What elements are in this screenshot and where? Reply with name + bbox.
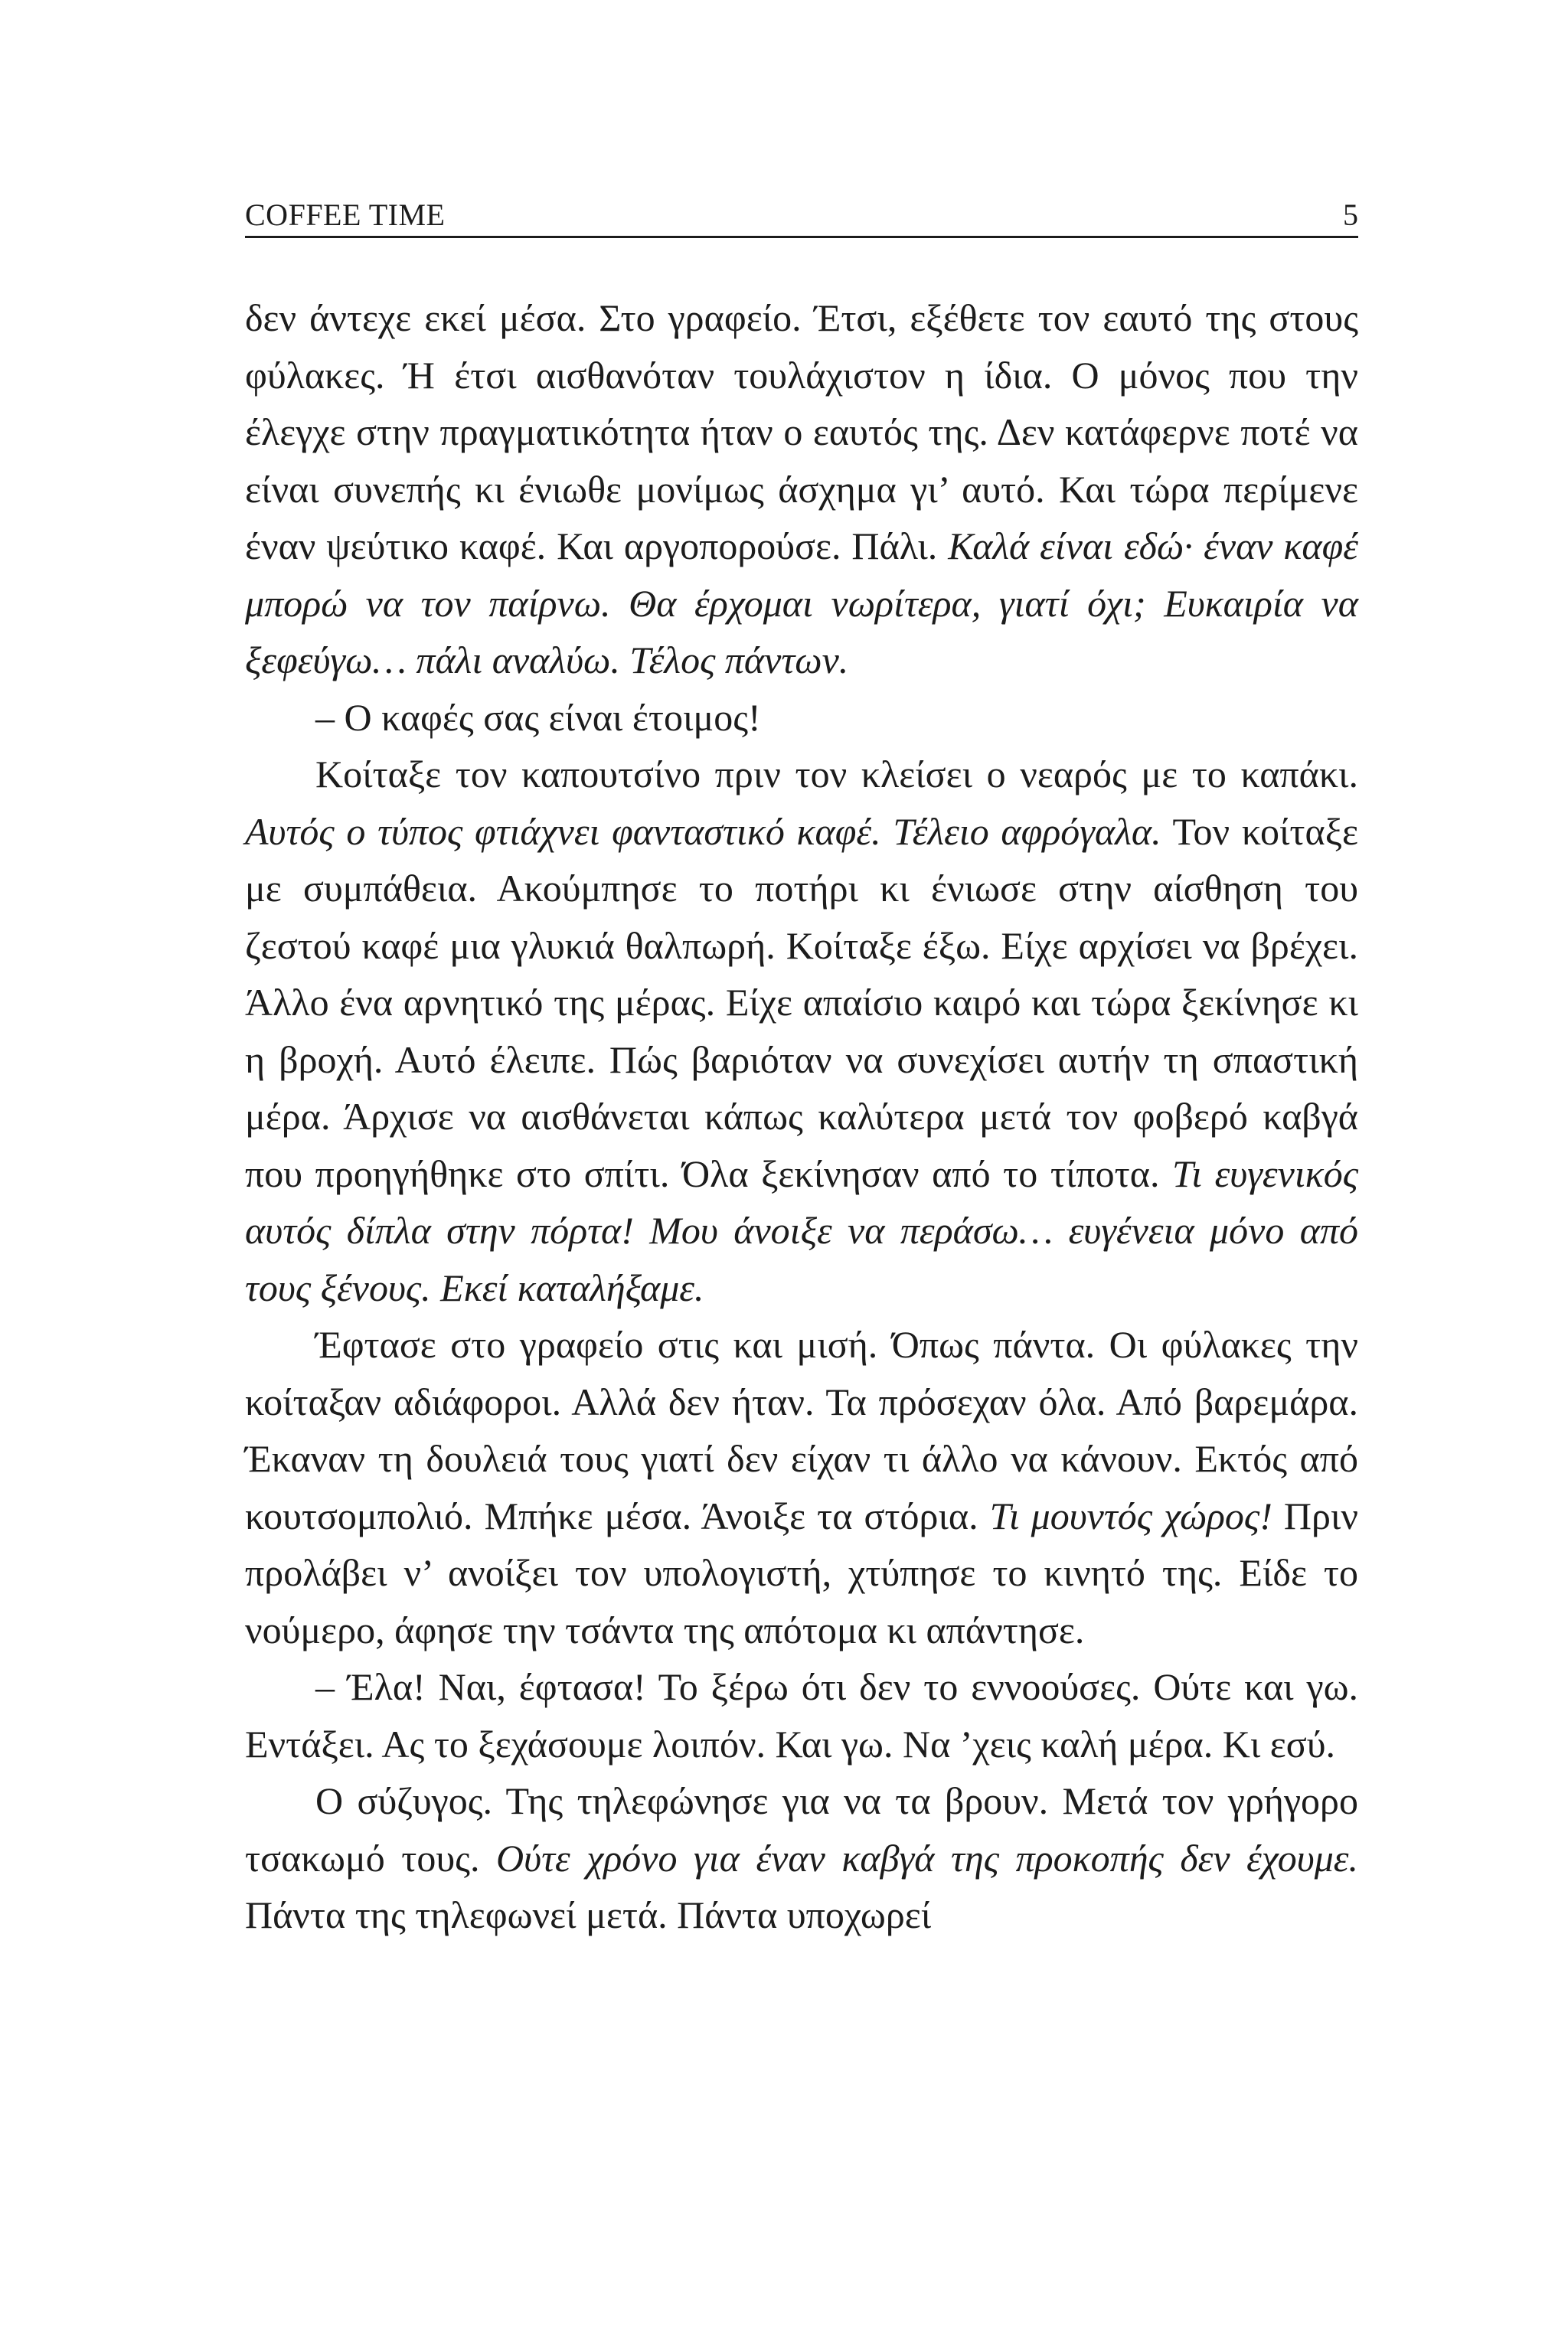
page-number: 5 <box>1343 198 1358 232</box>
text-run: Τον κοίταξε με συμπάθεια. Ακούμπησε το ποτήρι κι ένιωσε στην αίσθηση του ζεστού καφέ μια γλυκιά θαλπωρή. Κοίταξε έξω. Είχε αρχίσει να βρέχει. Άλλο ένα αρνητικό της μέρας. Είχε απαίσιο καιρό και τώρα ξεκίνησε κι η βροχή. Αυτό έλειπε. Πώς βαριόταν να συνεχίσει αυτήν τη σπαστική μέρα. Άρχισε να αισθάνεται κάπως καλύτερα μετά τον φοβερό καβγά που προηγήθηκε στο σπίτι. Όλα ξεκίνησαν από το τίποτα. <box>245 809 1358 1195</box>
paragraph <box>245 746 1358 1316</box>
paragraph-dialogue <box>245 689 1358 746</box>
paragraph <box>245 1772 1358 1944</box>
text-run: Ο σύζυγος. Της τηλεφώνησε για να τα βρουν. Μετά τον γρήγορο τσακωμό τους. <box>245 1779 1358 1880</box>
text-run: δεν άντεχε εκεί μέσα. Στο γραφείο. Έτσι, εξέθετε τον εαυτό της στους φύλακες. Ή έτσι αισθανόταν τουλάχιστον η ίδια. Ο μόνος που την έλεγχε στην πραγματικότητα ήταν ο εαυτός της. Δεν κατάφερνε ποτέ να είναι συνεπής κι ένιωθε μονίμως άσχημα γι’ αυτό. Και τώρα περίμενε έναν ψεύτικο καφέ. Και αργοπορούσε. Πάλι. <box>245 296 1358 567</box>
text-run: Έφτασε στο γραφείο στις και μισή. Όπως πάντα. Οι φύλακες την κοίταξαν αδιάφοροι. Αλλά δεν ήταν. Τα πρόσεχαν όλα. Από βαρεμάρα. Έκαναν τη δουλειά τους γιατί δεν είχαν τι άλλο να κάνουν. Εκτός από κουτσομπολιό. Μπήκε μέσα. Άνοιξε τα στόρια. <box>245 1323 1358 1537</box>
text-run: – Ο καφές σας είναι έτοιμος! <box>315 695 761 739</box>
text-run: Κοίταξε τον καπουτσίνο πριν τον κλείσει ο νεαρός με το καπάκι. <box>315 753 1358 795</box>
italic-run: Τι ευγενικός αυτός δίπλα στην πόρτα! Μου άνοιξε να περάσω… ευγένεια μόνο από τους ξένους. Εκεί καταλήξαμε. <box>245 1152 1359 1309</box>
paragraph <box>245 1316 1358 1658</box>
italic-run: Ούτε χρόνο για έναν καβγά της προκοπής δεν έχουμε. <box>496 1836 1358 1880</box>
text-run: Πριν προλάβει ν’ ανοίξει τον υπολογιστή, χτύπησε το κινητό της. Είδε το νούμερο, άφησε την τσάντα της απότομα κι απάντησε. <box>245 1494 1358 1651</box>
text-run: – Έλα! Ναι, έφτασα! Το ξέρω ότι δεν το εννοούσες. Ούτε και γω. Εντάξει. Ας το ξεχάσουμε λοιπόν. Και γω. Να ’χεις καλή μέρα. Κι εσύ. <box>245 1665 1358 1766</box>
italic-run: Καλά είναι εδώ· έναν καφέ μπορώ να τον παίρνω. Θα έρχομαι νωρίτερα, γιατί όχι; Ευκαιρία να ξεφεύγω… πάλι αναλύω. Τέλος πάντων. <box>245 524 1358 681</box>
paragraph-dialogue <box>245 1658 1358 1772</box>
text-run: Πάντα της τηλεφωνεί μετά. Πάντα υποχωρεί <box>245 1893 932 1936</box>
book-title: COFFEE TIME <box>245 198 446 232</box>
paragraph <box>245 289 1358 689</box>
running-header <box>245 198 1358 238</box>
body-text <box>245 289 1358 1944</box>
italic-run: Αυτός ο τύπος φτιάχνει φανταστικό καφέ. Τέλειο αφρόγαλα. <box>245 809 1161 853</box>
italic-run: Τι μουντός χώρος! <box>989 1494 1272 1537</box>
